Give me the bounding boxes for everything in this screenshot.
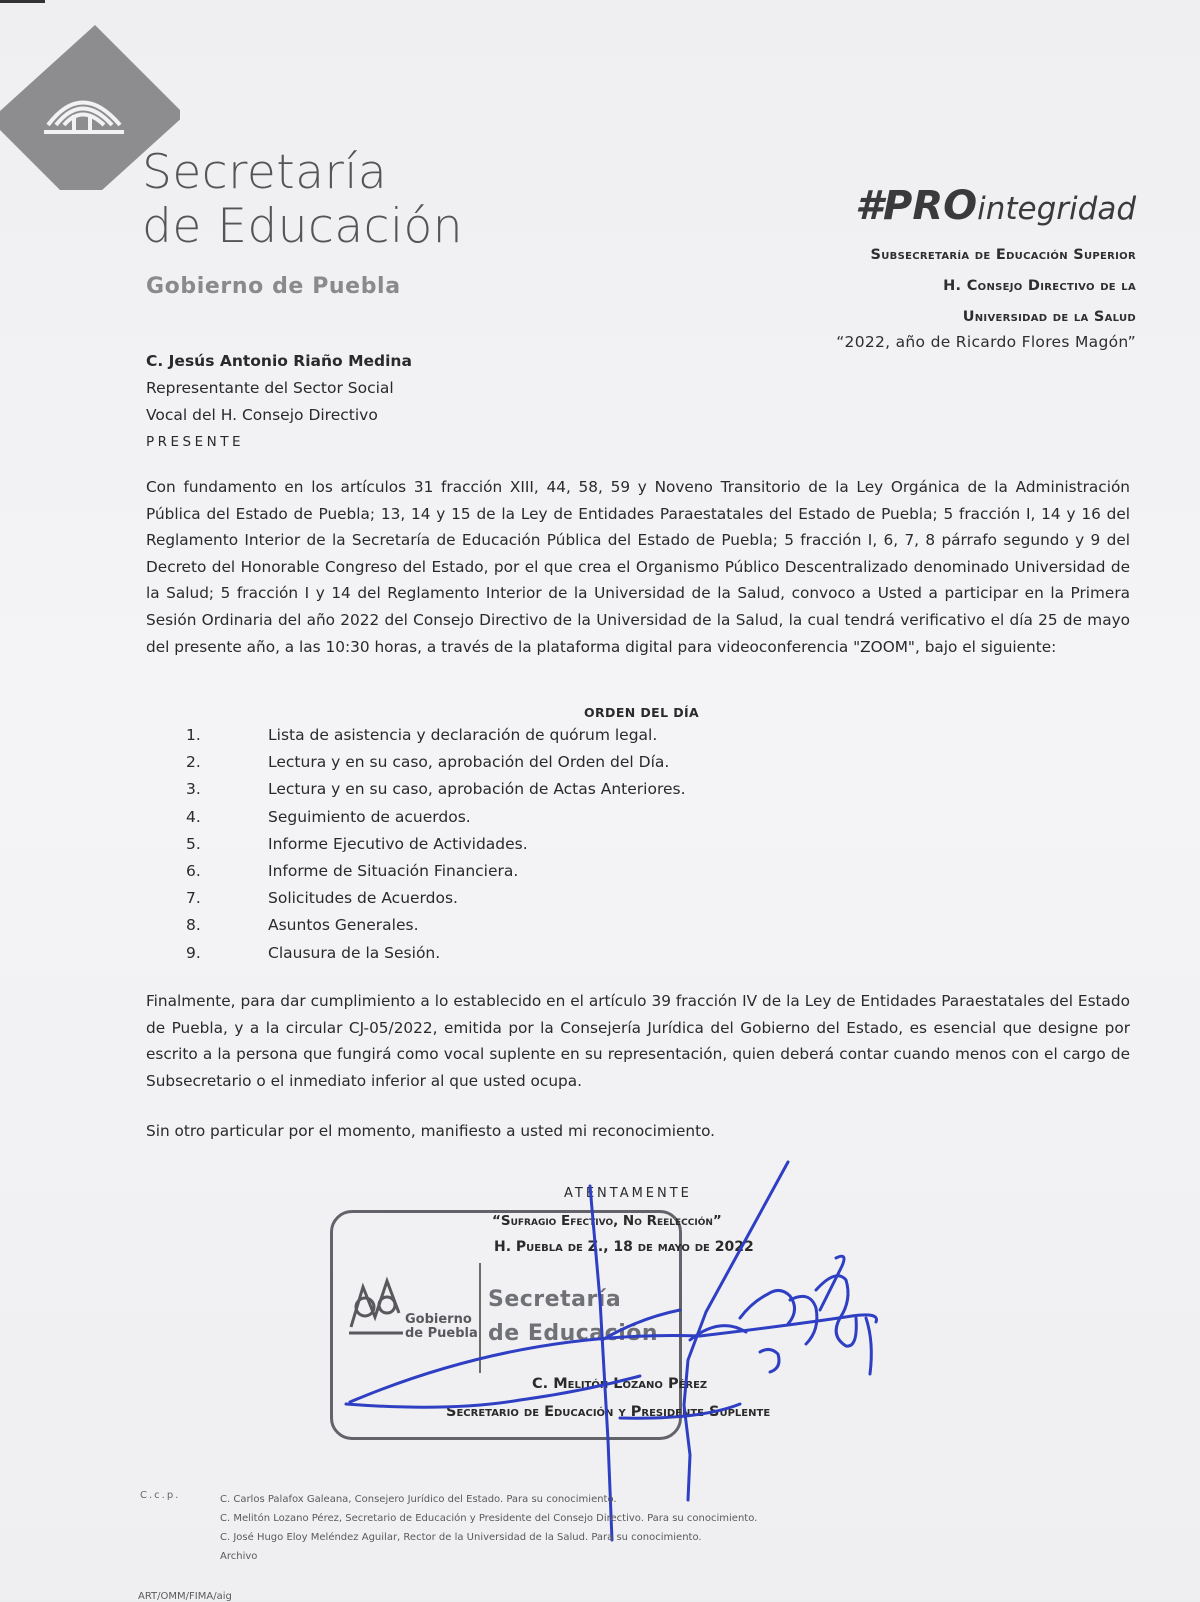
list-item: Archivo — [220, 1551, 258, 1562]
stamp-gov-line2: de Puebla — [405, 1326, 478, 1341]
government-name: Gobierno de Puebla — [146, 274, 401, 299]
list-item — [186, 912, 686, 939]
universidad: Universidad de la Salud — [962, 309, 1136, 325]
atentamente: ATENTAMENTE — [564, 1186, 692, 1201]
agenda-list — [186, 722, 686, 967]
hashtag-light: integridad — [977, 191, 1136, 227]
agenda-text: Clausura de la Sesión. — [268, 943, 441, 962]
signer-title: Secretario de Educación y Presidente Suplente — [446, 1404, 771, 1420]
list-item — [186, 940, 686, 967]
list-item — [186, 776, 686, 803]
agenda-num: 3. — [186, 780, 201, 799]
body-paragraph-3: Sin otro particular por el momento, manifiesto a usted mi reconocimiento. — [146, 1122, 716, 1140]
ccp-label: C.c.p. — [140, 1490, 181, 1501]
stamp-sec-line1: Secretaría — [488, 1287, 622, 1312]
list-item — [186, 722, 686, 749]
recipient-role2: Vocal del H. Consejo Directivo — [146, 406, 378, 424]
list-item — [186, 804, 686, 831]
recipient-role1: Representante del Sector Social — [146, 379, 394, 397]
list-item: C. Carlos Palafox Galeana, Consejero Jurídico del Estado. Para su conocimiento. — [220, 1494, 617, 1505]
stamp-gov-line1: Gobierno — [405, 1312, 472, 1327]
subsecretaria: Subsecretaría de Educación Superior — [870, 247, 1136, 263]
agenda-num: 5. — [186, 834, 201, 853]
agenda-text: Informe de Situación Financiera. — [268, 862, 519, 881]
list-item — [186, 858, 686, 885]
agenda-num: 8. — [186, 916, 201, 935]
stamp-sec-line2: de Educación — [488, 1321, 659, 1346]
reference-initials: ART/OMM/FIMA/aig — [138, 1591, 232, 1602]
agenda-num: 2. — [186, 753, 201, 772]
issuing-office — [836, 240, 1136, 353]
puebla-emblem-icon — [341, 1267, 411, 1339]
body-paragraph-2: Finalmente, para dar cumplimiento a lo establecido en el artículo 39 fracción IV de la Ley de Entidades Paraestatales del Estado de Puebla, y a la circular CJ-05/2022, emitida por la Consejería Jurídica del Gobierno del Estado, es esencial que designe por escrito a la persona que fungirá como vocal suplente en su representación, quien deberá contar cuando menos con el cargo de Subsecretario o el inmediato inferior al que usted ocupa. — [146, 992, 1130, 1090]
recipient-name: C. Jesús Antonio Riaño Medina — [146, 352, 412, 370]
agenda-text: Lista de asistencia y declaración de quórum legal. — [268, 726, 658, 744]
presente: PRESENTE — [146, 434, 245, 450]
agenda-text: Solicitudes de Acuerdos. — [268, 889, 458, 908]
hashtag-strong: #PRO — [855, 183, 978, 229]
stamp-secretaria — [488, 1283, 658, 1351]
agenda-text: Lectura y en su caso, aprobación del Orden del Día. — [268, 753, 670, 772]
stamp-divider — [479, 1263, 481, 1373]
institution-line2: de Educación — [142, 199, 464, 254]
consejo: H. Consejo Directivo de la — [943, 278, 1136, 294]
agenda-text: Asuntos Generales. — [268, 916, 419, 935]
agenda-num: 1. — [186, 726, 201, 744]
agenda-text: Informe Ejecutivo de Actividades. — [268, 834, 528, 853]
agenda-num: 7. — [186, 889, 201, 908]
ccp-list — [220, 1490, 757, 1566]
institution-line1: Secretaría — [142, 145, 388, 200]
lema: “Sufragio Efectivo, No Reelección” — [492, 1213, 722, 1229]
year-motto: “2022, año de Ricardo Flores Magón” — [836, 333, 1136, 351]
agenda-num: 6. — [186, 862, 201, 881]
fecha: H. Puebla de Z., 18 de mayo de 2022 — [494, 1239, 754, 1255]
agenda-num: 4. — [186, 807, 201, 826]
list-item: C. José Hugo Eloy Meléndez Aguilar, Rector de la Universidad de la Salud. Para su conocimiento. — [220, 1532, 702, 1543]
list-item — [186, 749, 686, 776]
list-item: C. Melitón Lozano Pérez, Secretario de Educación y Presidente del Consejo Directivo. Para su conocimiento. — [220, 1513, 758, 1524]
agenda-text: Lectura y en su caso, aprobación de Actas Anteriores. — [268, 780, 686, 799]
list-item — [186, 831, 686, 858]
agenda-text: Seguimiento de acuerdos. — [268, 807, 471, 826]
institution-name — [142, 146, 463, 254]
stamp-government — [405, 1313, 478, 1341]
signer-name: C. Melitón Lozano Pérez — [532, 1376, 708, 1392]
recipient-block — [146, 348, 412, 456]
page-edge — [0, 0, 45, 13]
list-item — [186, 885, 686, 912]
agenda-title: ORDEN DEL DÍA — [584, 705, 700, 720]
prointegridad-hashtag — [855, 183, 1136, 229]
body-paragraph-1: Con fundamento en los artículos 31 fracción XIII, 44, 58, 59 y Noveno Transitorio de la Ley Orgánica de la Administración Pública del Estado de Puebla; 13, 14 y 15 de la Ley de Entidades Paraestatales del Estado de Puebla; 5 fracción I, 14 y 16 del Reglamento Interior de la Secretaría de Educación Pública del Estado de Puebla; 5 fracción I, 6, 7, 8 párrafo segundo y 9 del Decreto del Honorable Congreso del Estado, por el que crea el Organismo Público Descentralizado denominado Universidad de la Salud; 5 fracción I y 14 del Reglamento Interior de la Universidad de la Salud, convoco a Usted a participar en la Primera Sesión Ordinaria del año 2022 del Consejo Directivo de la Universidad de la Salud, la cual tendrá verificativo el día 25 de mayo del presente año, a las 10:30 horas, a través de la plataforma digital para videoconferencia "ZOOM", bajo el siguiente: — [146, 478, 1130, 656]
agenda-num: 9. — [186, 943, 201, 962]
